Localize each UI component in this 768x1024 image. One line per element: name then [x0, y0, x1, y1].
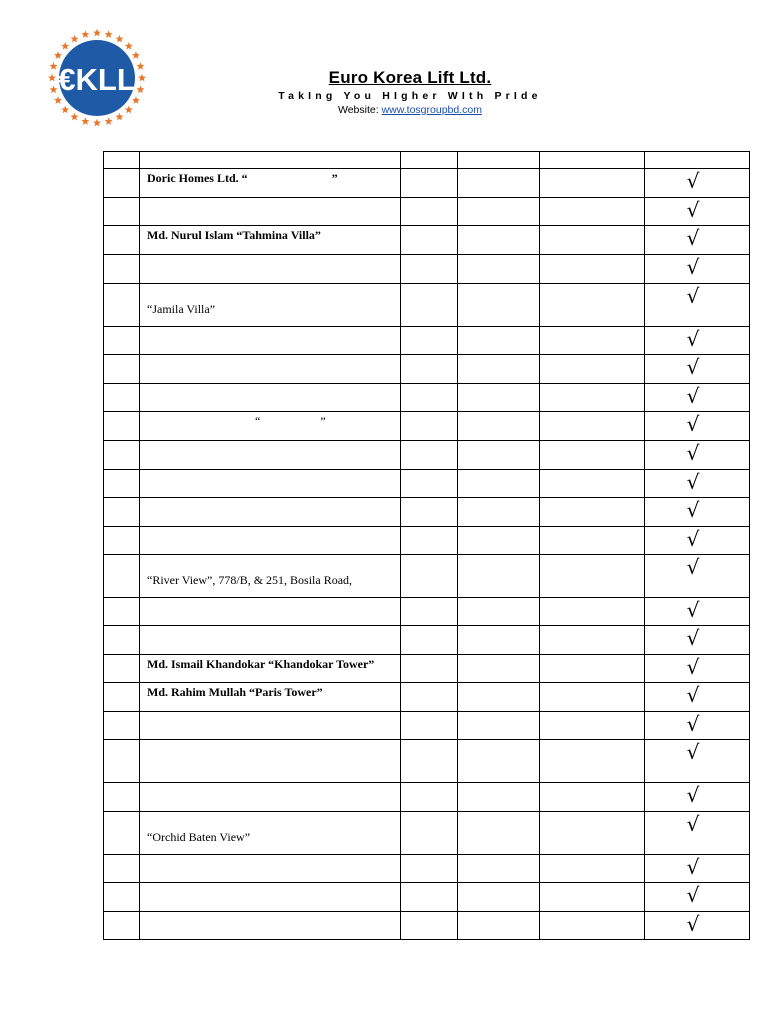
- serial-cell: [104, 384, 140, 412]
- detail-cell: [401, 598, 458, 626]
- table-row: [104, 152, 750, 169]
- serial-cell: [104, 527, 140, 555]
- checkmark-icon: √: [686, 441, 700, 465]
- logo-star: [71, 35, 79, 43]
- checkmark-icon: √: [686, 198, 700, 222]
- logo-star: [93, 119, 101, 127]
- detail-cell: [401, 226, 458, 255]
- detail-cell: [540, 855, 645, 883]
- table-row: [104, 498, 750, 527]
- company-logo: [44, 28, 150, 128]
- table-row: [104, 169, 750, 198]
- table-row: [104, 626, 750, 655]
- status-cell: [645, 384, 750, 412]
- detail-cell: [458, 783, 540, 812]
- serial-cell: [104, 152, 140, 169]
- project-name-cell: [140, 626, 401, 655]
- project-name-cell: [140, 740, 401, 783]
- table-row: [104, 441, 750, 470]
- serial-cell: [104, 198, 140, 226]
- status-cell: [645, 412, 750, 441]
- detail-cell: [540, 527, 645, 555]
- project-name-cell: [140, 598, 401, 626]
- detail-cell: [401, 740, 458, 783]
- table-row: [104, 198, 750, 226]
- logo-star: [136, 62, 144, 70]
- detail-cell: [401, 327, 458, 355]
- status-cell: [645, 855, 750, 883]
- detail-cell: [458, 498, 540, 527]
- detail-cell: [540, 169, 645, 198]
- serial-cell: [104, 655, 140, 683]
- logo-star: [125, 106, 133, 114]
- serial-cell: [104, 555, 140, 598]
- logo-star: [71, 113, 79, 121]
- project-name-cell: [140, 355, 401, 384]
- detail-cell: [401, 255, 458, 284]
- project-name-cell: Md. Ismail Khandokar “Khandokar Tower”: [140, 655, 401, 683]
- table-row: [104, 740, 750, 783]
- checkmark-icon: √: [686, 284, 700, 308]
- detail-cell: [540, 198, 645, 226]
- detail-cell: [458, 655, 540, 683]
- status-cell: [645, 655, 750, 683]
- serial-cell: [104, 355, 140, 384]
- project-table-body: [104, 152, 750, 940]
- detail-cell: [458, 355, 540, 384]
- project-name-cell: [140, 498, 401, 527]
- logo-text: €KLL: [58, 62, 136, 97]
- detail-cell: [458, 226, 540, 255]
- checkmark-icon: √: [686, 470, 700, 494]
- logo-star: [116, 35, 124, 43]
- detail-cell: [401, 152, 458, 169]
- detail-cell: [540, 598, 645, 626]
- status-cell: [645, 712, 750, 740]
- detail-cell: [458, 284, 540, 327]
- serial-cell: [104, 883, 140, 912]
- table-row: [104, 783, 750, 812]
- detail-cell: [401, 412, 458, 441]
- project-name-cell: Md. Nurul Islam “Tahmina Villa”: [140, 226, 401, 255]
- checkmark-icon: √: [686, 683, 700, 707]
- detail-cell: [540, 284, 645, 327]
- table-row: [104, 355, 750, 384]
- checkmark-icon: √: [686, 412, 700, 436]
- detail-cell: [401, 498, 458, 527]
- detail-cell: [458, 740, 540, 783]
- project-name-cell: [140, 198, 401, 226]
- ekll-logo-icon: [44, 28, 150, 128]
- table-row: [104, 912, 750, 940]
- logo-star: [125, 42, 133, 50]
- detail-cell: [540, 470, 645, 498]
- detail-cell: [401, 712, 458, 740]
- detail-cell: [458, 527, 540, 555]
- detail-cell: [401, 783, 458, 812]
- status-cell: [645, 683, 750, 712]
- logo-star: [61, 42, 69, 50]
- serial-cell: [104, 412, 140, 441]
- detail-cell: [540, 412, 645, 441]
- project-name-cell: [140, 527, 401, 555]
- detail-cell: [540, 441, 645, 470]
- project-name-cell: “River View”, 778/B, & 251, Bosila Road,: [140, 555, 401, 598]
- serial-cell: [104, 284, 140, 327]
- table-row: [104, 683, 750, 712]
- status-cell: [645, 783, 750, 812]
- detail-cell: [401, 655, 458, 683]
- detail-cell: [401, 198, 458, 226]
- company-tagline: TakIng You HIgher WIth PrIde: [278, 90, 542, 102]
- project-name-cell: [140, 712, 401, 740]
- serial-cell: [104, 226, 140, 255]
- logo-star: [132, 96, 140, 104]
- detail-cell: [458, 883, 540, 912]
- status-cell: [645, 327, 750, 355]
- detail-cell: [401, 284, 458, 327]
- website-label: Website:: [338, 104, 379, 116]
- serial-cell: [104, 683, 140, 712]
- table-row: [104, 855, 750, 883]
- detail-cell: [458, 626, 540, 655]
- detail-cell: [540, 655, 645, 683]
- table-row: [104, 655, 750, 683]
- table-row: [104, 284, 750, 327]
- logo-star: [61, 106, 69, 114]
- detail-cell: [458, 470, 540, 498]
- table-row: [104, 226, 750, 255]
- status-cell: [645, 498, 750, 527]
- serial-cell: [104, 626, 140, 655]
- detail-cell: [540, 812, 645, 855]
- detail-cell: [458, 441, 540, 470]
- detail-cell: [540, 255, 645, 284]
- serial-cell: [104, 712, 140, 740]
- serial-cell: [104, 598, 140, 626]
- detail-cell: [540, 883, 645, 912]
- company-name: Euro Korea Lift Ltd.: [328, 68, 492, 87]
- status-cell: [645, 470, 750, 498]
- website-link[interactable]: www.tosgroupbd.com: [381, 104, 482, 116]
- logo-star: [116, 113, 124, 121]
- logo-star: [93, 29, 101, 37]
- project-name-cell: [140, 470, 401, 498]
- detail-cell: [401, 169, 458, 198]
- status-cell: [645, 152, 750, 169]
- checkmark-icon: √: [686, 655, 700, 679]
- project-name-cell: [140, 783, 401, 812]
- project-name-cell: “Jamila Villa”: [140, 284, 401, 327]
- project-name-cell: [140, 441, 401, 470]
- serial-cell: [104, 912, 140, 940]
- project-name-cell: Md. Rahim Mullah “Paris Tower”: [140, 683, 401, 712]
- checkmark-icon: √: [686, 783, 700, 807]
- logo-star: [54, 51, 62, 59]
- project-name-cell: [140, 327, 401, 355]
- checkmark-icon: √: [686, 255, 700, 279]
- table-row: [104, 812, 750, 855]
- project-name-cell: [140, 255, 401, 284]
- status-cell: [645, 355, 750, 384]
- detail-cell: [458, 812, 540, 855]
- detail-cell: [458, 912, 540, 940]
- detail-cell: [458, 855, 540, 883]
- table-row: [104, 712, 750, 740]
- detail-cell: [401, 855, 458, 883]
- detail-cell: [458, 712, 540, 740]
- project-name-cell: “Orchid Baten View”: [140, 812, 401, 855]
- detail-cell: [458, 555, 540, 598]
- table-row: [104, 384, 750, 412]
- project-name-cell: Doric Homes Ltd. “ ”: [140, 169, 401, 198]
- project-name-cell: [140, 883, 401, 912]
- status-cell: [645, 169, 750, 198]
- detail-cell: [458, 412, 540, 441]
- detail-cell: [540, 498, 645, 527]
- logo-star: [105, 117, 113, 125]
- checkmark-icon: √: [686, 626, 700, 650]
- detail-cell: [401, 527, 458, 555]
- status-cell: [645, 912, 750, 940]
- status-cell: [645, 598, 750, 626]
- logo-star: [105, 30, 113, 38]
- detail-cell: [540, 355, 645, 384]
- project-name-cell: “ ”: [140, 412, 401, 441]
- checkmark-icon: √: [686, 855, 700, 879]
- detail-cell: [401, 355, 458, 384]
- checkmark-icon: √: [686, 226, 700, 250]
- status-cell: [645, 883, 750, 912]
- detail-cell: [458, 198, 540, 226]
- status-cell: [645, 255, 750, 284]
- project-name-cell: [140, 912, 401, 940]
- project-name-cell: [140, 384, 401, 412]
- detail-cell: [458, 255, 540, 284]
- table-row: [104, 527, 750, 555]
- detail-cell: [401, 384, 458, 412]
- detail-cell: [540, 712, 645, 740]
- serial-cell: [104, 169, 140, 198]
- detail-cell: [540, 384, 645, 412]
- letterhead: [200, 68, 620, 116]
- status-cell: [645, 441, 750, 470]
- checkmark-icon: √: [686, 883, 700, 907]
- logo-star: [138, 74, 146, 82]
- logo-star: [132, 51, 140, 59]
- detail-cell: [401, 441, 458, 470]
- detail-cell: [540, 683, 645, 712]
- table-row: [104, 883, 750, 912]
- detail-cell: [458, 152, 540, 169]
- checkmark-icon: √: [686, 169, 700, 193]
- detail-cell: [458, 384, 540, 412]
- checkmark-icon: √: [686, 598, 700, 622]
- detail-cell: [401, 555, 458, 598]
- serial-cell: [104, 783, 140, 812]
- detail-cell: [458, 169, 540, 198]
- serial-cell: [104, 441, 140, 470]
- serial-cell: [104, 812, 140, 855]
- logo-star: [50, 62, 58, 70]
- logo-star: [48, 74, 56, 82]
- serial-cell: [104, 855, 140, 883]
- serial-cell: [104, 327, 140, 355]
- status-cell: [645, 527, 750, 555]
- detail-cell: [540, 740, 645, 783]
- status-cell: [645, 626, 750, 655]
- checkmark-icon: √: [686, 384, 700, 408]
- detail-cell: [540, 327, 645, 355]
- project-table: [103, 151, 750, 940]
- detail-cell: [540, 626, 645, 655]
- checkmark-icon: √: [686, 555, 700, 579]
- table-row: [104, 555, 750, 598]
- detail-cell: [458, 683, 540, 712]
- status-cell: [645, 284, 750, 327]
- website-line: [200, 104, 620, 116]
- checkmark-icon: √: [686, 812, 700, 836]
- detail-cell: [540, 152, 645, 169]
- detail-cell: [458, 598, 540, 626]
- detail-cell: [540, 555, 645, 598]
- project-name-cell: [140, 152, 401, 169]
- checkmark-icon: √: [686, 712, 700, 736]
- status-cell: [645, 740, 750, 783]
- table-row: [104, 412, 750, 441]
- table-row: [104, 327, 750, 355]
- detail-cell: [401, 912, 458, 940]
- checkmark-icon: √: [686, 498, 700, 522]
- detail-cell: [401, 683, 458, 712]
- logo-star: [50, 85, 58, 93]
- checkmark-icon: √: [686, 527, 700, 551]
- detail-cell: [401, 812, 458, 855]
- logo-star: [81, 30, 89, 38]
- status-cell: [645, 226, 750, 255]
- status-cell: [645, 812, 750, 855]
- detail-cell: [401, 470, 458, 498]
- status-cell: [645, 198, 750, 226]
- checkmark-icon: √: [686, 355, 700, 379]
- detail-cell: [401, 883, 458, 912]
- checkmark-icon: √: [686, 912, 700, 936]
- logo-star: [136, 85, 144, 93]
- project-name-cell: [140, 855, 401, 883]
- serial-cell: [104, 498, 140, 527]
- table-row: [104, 255, 750, 284]
- detail-cell: [540, 912, 645, 940]
- serial-cell: [104, 470, 140, 498]
- serial-cell: [104, 255, 140, 284]
- logo-star: [81, 117, 89, 125]
- logo-star: [54, 96, 62, 104]
- detail-cell: [458, 327, 540, 355]
- table-row: [104, 598, 750, 626]
- table-row: [104, 470, 750, 498]
- serial-cell: [104, 740, 140, 783]
- detail-cell: [401, 626, 458, 655]
- detail-cell: [540, 783, 645, 812]
- checkmark-icon: √: [686, 740, 700, 764]
- checkmark-icon: √: [686, 327, 700, 351]
- detail-cell: [540, 226, 645, 255]
- status-cell: [645, 555, 750, 598]
